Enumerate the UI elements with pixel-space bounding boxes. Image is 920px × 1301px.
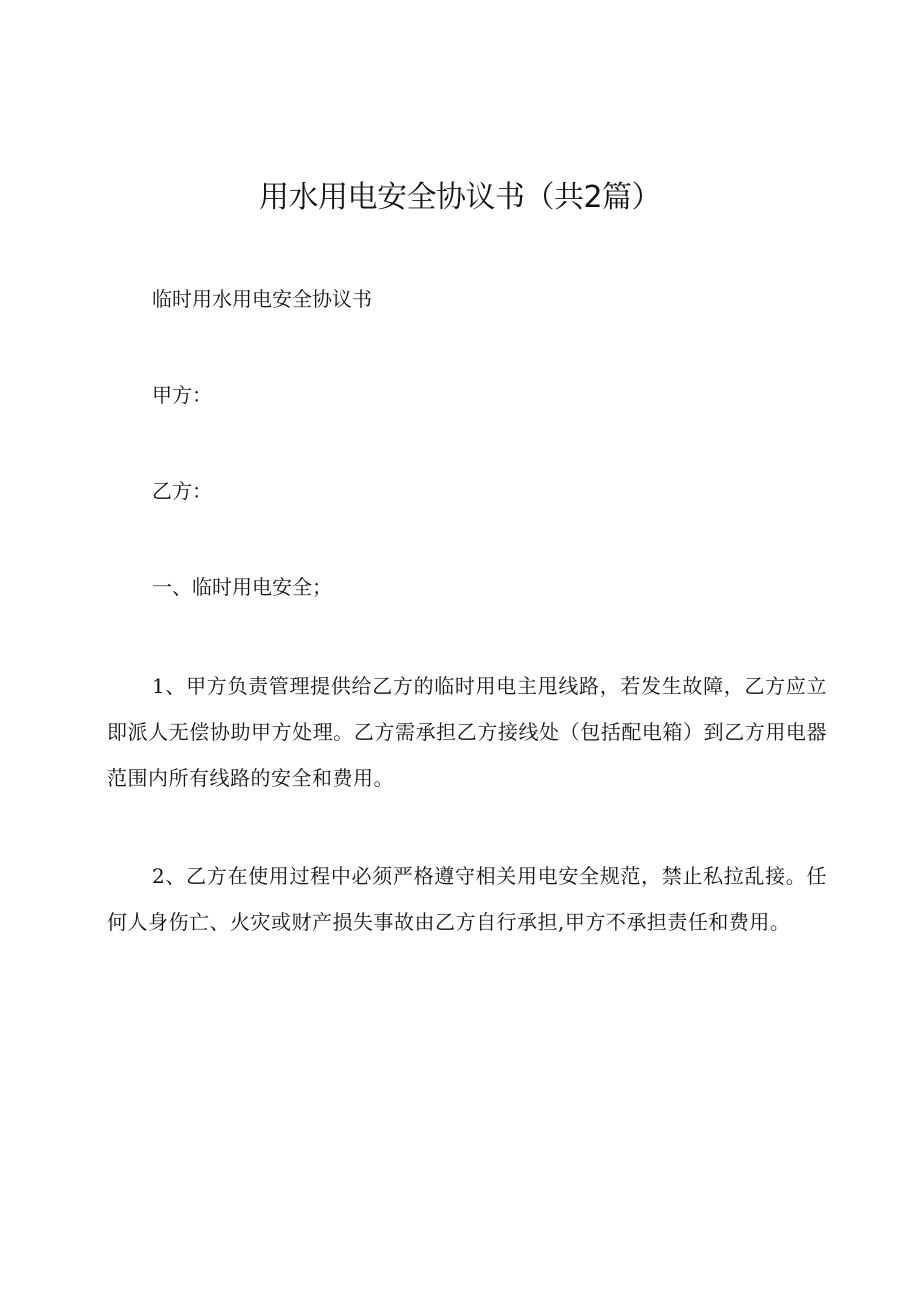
clause-paragraph: 1、甲方负责管理提供给乙方的临时用电主甩线路，若发生故障，乙方应立即派人无偿协助甲方处理。乙方需承担乙方接线处（包括配电箱）到乙方用电器范围内所有线路的安全和费用。	[107, 674, 827, 790]
section-heading: 一、临时用电安全；	[152, 575, 332, 599]
party-b-label: 乙方：	[152, 479, 212, 503]
party-a-label: 甲方：	[152, 383, 212, 407]
agreement-subtitle: 临时用水用电安全协议书	[152, 287, 372, 311]
document-title: 用水用电安全协议书（共2篇）	[258, 180, 662, 215]
clause-paragraph: 2、乙方在使用过程中必须严格遵守相关用电安全规范，禁止私拉乱接。任何人身伤亡、火灾或财产损失事故由乙方自行承担,甲方不承担责任和费用。	[107, 864, 827, 934]
